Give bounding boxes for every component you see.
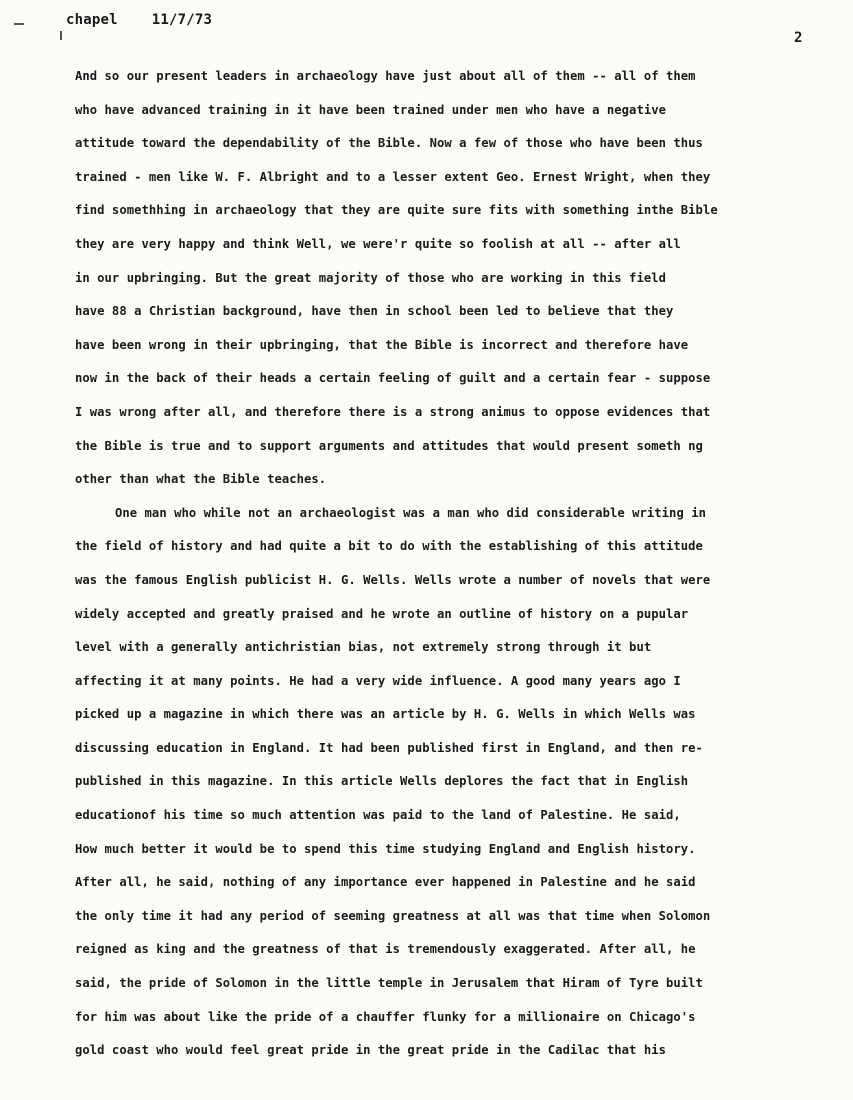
text-line: One man who while not an archaeologist was a man who did considerable writing in (115, 505, 706, 520)
text-line: now in the back of their heads a certain feeling of guilt and a certain fear - suppose (75, 371, 711, 386)
text-line: other than what the Bible teaches. (75, 472, 327, 487)
paragraph-2 (75, 497, 805, 1068)
text-line: have 88 a Christian background, have then in school been led to believe that they (75, 304, 674, 319)
body-text (75, 60, 805, 1068)
text-line: trained - men like W. F. Albright and to a lesser extent Geo. Ernest Wright, when they (75, 169, 711, 184)
text-line: published in this magazine. In this article Wells deplores the fact that in English (75, 774, 689, 789)
text-line: discussing education in England. It had been published first in England, and then re- (75, 740, 703, 755)
text-line: I was wrong after all, and therefore there is a strong animus to oppose evidences that (75, 404, 711, 419)
text-line: said, the pride of Solomon in the little temple in Jerusalem that Hiram of Tyre built (75, 976, 703, 991)
text-line: level with a generally antichristian bias, not extremely strong through it but (75, 640, 652, 655)
text-line: attitude toward the dependability of the Bible. Now a few of those who have been thus (75, 136, 703, 151)
text-line: And so our present leaders in archaeology have just about all of them -- all of them (75, 69, 696, 83)
text-line: have been wrong in their upbringing, that the Bible is incorrect and therefore have (75, 337, 689, 352)
text-line: gold coast who would feel great pride in the great pride in the Cadilac that his (75, 1043, 666, 1058)
text-line: After all, he said, nothing of any importance ever happened in Palestine and he said (75, 875, 696, 890)
paragraph-1 (75, 60, 805, 497)
margin-dash-mark (14, 23, 24, 25)
margin-tick-mark (60, 31, 62, 40)
text-line: for him was about like the pride of a chauffer flunky for a millionaire on Chicago's (75, 1009, 696, 1024)
text-line: who have advanced training in it have been trained under men who have a negative (75, 102, 666, 117)
text-line: educationof his time so much attention was paid to the land of Palestine. He said, (75, 808, 681, 823)
header-date: 11/7/73 (151, 12, 213, 28)
text-line: the Bible is true and to support arguments and attitudes that would present someth ng (75, 438, 703, 453)
page-header (66, 12, 212, 28)
text-line: was the famous English publicist H. G. Wells. Wells wrote a number of novels that were (75, 572, 711, 587)
text-line: reigned as king and the greatness of that is tremendously exaggerated. After all, he (75, 942, 696, 957)
text-line: the only time it had any period of seeming greatness at all was that time when Solomon (75, 908, 711, 923)
text-line: they are very happy and think Well, we were'r quite so foolish at all -- after all (75, 236, 681, 251)
page-number: 2 (794, 30, 803, 46)
text-line: the field of history and had quite a bit to do with the establishing of this attitude (75, 539, 703, 554)
text-line: picked up a magazine in which there was an article by H. G. Wells in which Wells was (75, 707, 696, 722)
header-title: chapel (66, 12, 118, 28)
text-line: widely accepted and greatly praised and he wrote an outline of history on a pupular (75, 606, 689, 621)
text-line: find somethhing in archaeology that they are quite sure fits with something inthe Bible (75, 203, 718, 218)
text-line: affecting it at many points. He had a very wide influence. A good many years ago I (75, 673, 681, 688)
text-line: How much better it would be to spend this time studying England and English history. (75, 841, 696, 856)
text-line: in our upbringing. But the great majority of those who are working in this field (75, 270, 666, 285)
